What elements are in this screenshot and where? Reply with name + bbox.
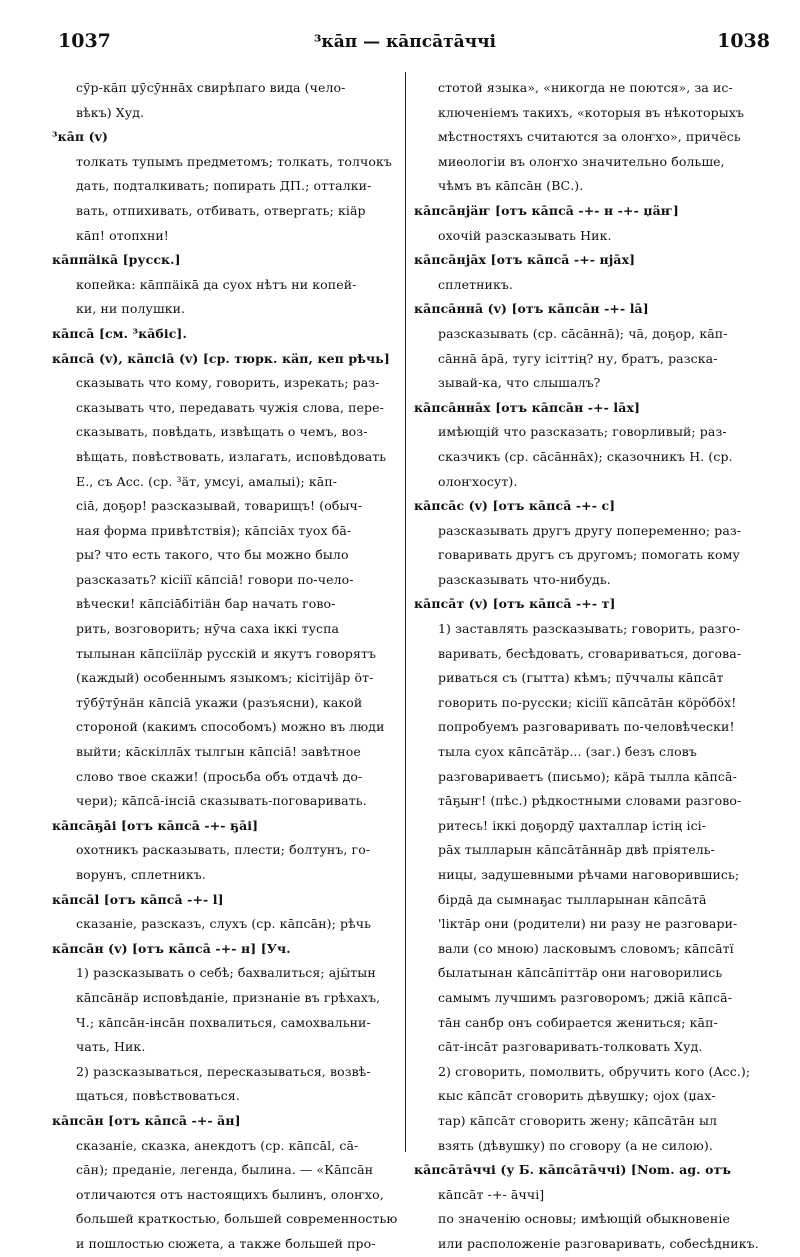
dictionary-text-line: и пошлостью сюжета, а также большей про- [76, 1235, 376, 1251]
dictionary-text-line: Ч.; кāпсāн-інсāн похвалиться, самохвальни- [76, 1014, 371, 1030]
dictionary-text-line: былатынан кāпсāпіттäр они наговорились [438, 965, 723, 981]
dictionary-headword-line: кāппäікā [русск.] [52, 252, 181, 268]
dictionary-text-line: рить, возговорить; нӯча саха іккі туспа [76, 621, 340, 637]
dictionary-text-line: сказывать что кому, говорить, изрекать; раз- [76, 375, 380, 391]
dictionary-text-line: тāн санбр онъ собирается жениться; кāп- [438, 1014, 718, 1030]
dictionary-text-line: щаться, повѣствоваться. [76, 1088, 240, 1104]
dictionary-text-line: охотникъ расказывать, плести; болтунъ, го- [76, 842, 371, 858]
dictionary-headword-line: кāпсāт (v) [отъ кāпсā -+- т] [414, 596, 616, 612]
column-divider [405, 72, 406, 1152]
dictionary-text-line: Е., съ Acc. (ср. ³äт, умсуі, амалыі); кāп- [76, 473, 338, 489]
dictionary-text-line: мѣстностяхъ считаются за олоҥхо», причёсь [438, 129, 741, 145]
dictionary-text-line: имѣющій что разсказать; говорливый; раз- [438, 424, 727, 440]
dictionary-text-line: самымъ лучшимъ разговоромъ; джіā кāпсā- [438, 989, 733, 1005]
dictionary-headword-line: кāпсāтāччі (у Б. кāпсāтāччі) [Nom. ag. отъ [414, 1162, 732, 1178]
dictionary-headword-line: кāпсāнjäҥ [отъ кāпсā -+- н -+- џäҥ] [414, 202, 679, 218]
dictionary-text-line: 'lіктāр они (родители) ни разу не разговари- [438, 916, 738, 932]
dictionary-text-line: ворунъ, сплетникъ. [76, 867, 206, 882]
dictionary-text-line: сказывать, повѣдать, извѣщать о чемъ, воз- [76, 424, 368, 440]
dictionary-text-line: сāн); преданіе, легенда, былина. — «Кāпсāн [76, 1162, 374, 1178]
dictionary-text-line: копейка: кāппäікā да суох нѣтъ ни копей- [76, 276, 357, 292]
dictionary-text-line: (каждый) особеннымъ языкомъ; кісітіjäр öт- [76, 670, 374, 686]
dictionary-text-line: кāпсāнäр исповѣданіе, признаніе въ грѣхахъ, [76, 989, 381, 1005]
dictionary-text-line: или расположеніе разговаривать, собесѣдникъ. [438, 1235, 759, 1251]
dictionary-headword-line: кāпсā (v), кāпсіā (v) [ср. тюрк. кäп, кеп рѣчь] [52, 350, 390, 366]
right-column [414, 76, 790, 1257]
dictionary-text-line: сплетникъ. [438, 276, 513, 292]
dictionary-text-line: ритесь! іккі доҕордӯ џахталлар істің ісі- [438, 817, 707, 833]
dictionary-text-line: сіā, доҕор! разсказывай, товарищъ! (обыч- [76, 498, 363, 514]
dictionary-text-line: сāннā āрā, тугу ісіттің? ну, братъ, разска- [438, 350, 718, 366]
dictionary-text-line: по значенію основы; имѣющій обыкновеніе [438, 1211, 730, 1227]
dictionary-text-line: сāт-інсāт разговаривать-толковать Худ. [438, 1039, 703, 1055]
dictionary-text-line: ки, ни полушки. [76, 301, 186, 317]
dictionary-text-line: тāҕыҥ! (пѣс.) рѣдкостными словами разгово- [438, 793, 742, 809]
dictionary-text-line: разсказывать (ср. сāсāннā); чā, доҕор, кāп- [438, 325, 728, 341]
dictionary-text-line: стороной (какимъ способомъ) можно въ люди [76, 719, 385, 735]
dictionary-text-line: тар) кāпсāт сговорить жену; кāпсāтāн ыл [438, 1112, 718, 1128]
dictionary-text-line: чери); кāпсā-інсіā сказывать-поговаривать. [76, 793, 367, 809]
dictionary-headword-line: кāпсāс (v) [отъ кāпсā -+- с] [414, 498, 616, 514]
dictionary-text-line: чать, Ник. [76, 1039, 146, 1055]
dictionary-headword-line: кāпсāҕāі [отъ кāпсā -+- ҕāі] [52, 817, 259, 833]
dictionary-text-line: ключеніемъ такихъ, «которыя въ нѣкоторыхъ [438, 104, 745, 120]
dictionary-text-line: попробуемъ разговаривать по-человѣчески! [438, 719, 735, 735]
dictionary-headword-line: кāпсāннāх [отъ кāпсāн -+- lāх] [414, 399, 641, 415]
dictionary-text-line: разсказывать что-нибудь. [438, 571, 611, 587]
dictionary-text-line: 2) сговорить, помолвить, обручить кого (Acc.); [438, 1063, 751, 1079]
dictionary-headword-line: кāпсāннā (v) [отъ кāпсāн -+- lā] [414, 301, 649, 317]
dictionary-text-line: слово твое скажи! (просьба объ отдачѣ до- [76, 768, 363, 784]
dictionary-text-line: выйти; кāскіллāх тылгын кāпсіā! завѣтное [76, 744, 361, 760]
dictionary-text-line: вѣщать, повѣствовать, излагать, исповѣдовать [76, 448, 387, 464]
dictionary-text-line: сказаніе, сказка, анекдотъ (ср. кāпсāl, сā- [76, 1137, 359, 1153]
dictionary-text-line: риваться съ (гытта) кѣмъ; пӯччалы кāпсāт [438, 670, 724, 686]
dictionary-headword-line: кāпсāl [отъ кāпсā -+- l] [52, 891, 224, 907]
dictionary-text-line: тыла суох кāпсāтäр... (заг.) безъ словъ [438, 744, 697, 760]
page-number-left: 1037 [58, 30, 111, 52]
dictionary-headword-line: кāпсāн (v) [отъ кāпсā -+- н] [Уч. [52, 940, 291, 956]
dictionary-text-line: сӯр-кāп џӯсӯннāх свирѣпаго вида (чело- [76, 80, 346, 95]
dictionary-text-line: вѣкъ) Худ. [76, 104, 145, 120]
dictionary-text-line: сказывать что, передавать чужія слова, пере- [76, 399, 384, 415]
dictionary-text-line: сказчикъ (ср. сāсāннāх); сказочникъ Н. (ср. [438, 448, 733, 464]
dictionary-text-line: кāп! отопхни! [76, 227, 169, 243]
dictionary-text-line: кыс кāпсāт сговорить дѣвушку; оjох (џах- [438, 1088, 716, 1104]
dictionary-text-line: вать, отпихивать, отбивать, отвергать; кіäр [76, 202, 366, 218]
dictionary-text-line: охочій разсказывать Ник. [438, 227, 612, 243]
dictionary-text-line: дать, подталкивать; попирать ДП.; отталки- [76, 178, 372, 194]
dictionary-text-line: рāх тылларын кāпсāтāннāр двѣ пріятель- [438, 842, 715, 858]
dictionary-text-line: ры? что есть такого, что бы можно было [76, 547, 349, 563]
dictionary-text-line: вали (со мною) ласковымъ словомъ; кāпсāтї [438, 940, 734, 956]
running-title: ³кāп — кāпсāтāччі [313, 32, 496, 52]
dictionary-text-line: большей краткостью, большей современностью [76, 1211, 398, 1227]
dictionary-text-line: 1) разсказывать о себѣ; бахвалиться; аjӹтын [76, 965, 376, 981]
dictionary-text-line: 1) заставлять разсказывать; говорить, разго- [438, 621, 741, 637]
dictionary-text-line: разсказывать другъ другу попеременно; раз- [438, 522, 742, 538]
page-number-right: 1038 [717, 30, 770, 52]
dictionary-text-line: говорить по-русски; кісіїї кāпсāтāн кöрӧбӧх! [438, 694, 737, 710]
dictionary-headword-line: кāпсāн [отъ кāпсā -+- āн] [52, 1112, 241, 1128]
dictionary-text-line: чѣмъ въ кāпсāн (ВС.). [438, 178, 584, 194]
dictionary-text-line: тылынан кāпсіїлäр русскій и якутъ говорятъ [76, 645, 377, 661]
dictionary-text-line: варивать, бесѣдовать, сговариваться, догова- [438, 645, 742, 661]
dictionary-text-line: олоҥхосут). [438, 473, 518, 489]
dictionary-text-line: говаривать другъ съ другомъ; помогать кому [438, 547, 740, 563]
dictionary-text-line: бірдā да сымнаҕас тылларынан кāпсāтā [438, 891, 707, 907]
page-header [0, 0, 800, 66]
dictionary-text-line: ницы, задушевными рѣчами наговорившись; [438, 867, 740, 882]
dictionary-headword-line: кāпсāнjāх [отъ кāпсā -+- нjāх] [414, 252, 636, 268]
dictionary-headword-line: ³кāп (v) [52, 129, 108, 145]
dictionary-text-line: тӯбӯтӯнäн кāпсіā укажи (разъясни), какой [76, 694, 363, 710]
dictionary-text-line: 2) разсказываться, пересказываться, возвѣ- [76, 1063, 371, 1079]
dictionary-text-line: зывай-ка, что слышалъ? [438, 375, 601, 391]
dictionary-text-line: взять (дѣвушку) по сговору (а не силою). [438, 1137, 713, 1153]
dictionary-text-line: ная форма привѣтствія); кāпсіāх туох бā- [76, 522, 352, 538]
dictionary-text-line: разговариваетъ (письмо); кäрā тылла кāпсā- [438, 768, 737, 784]
left-column [52, 76, 402, 1257]
dictionary-text-line: сказаніе, разсказъ, слухъ (ср. кāпсāн); рѣчь [76, 916, 372, 932]
dictionary-text-line: толкать тупымъ предметомъ; толкать, толчокъ [76, 153, 392, 169]
dictionary-headword-line: кāпсā [см. ³кāбіс]. [52, 325, 187, 341]
dictionary-text-line: кāпсāт -+- āччі] [438, 1186, 545, 1202]
dictionary-text-line: миѳологіи въ олоҥхо значительно больше, [438, 153, 725, 169]
dictionary-text-line: отличаются отъ настоящихъ былинъ, олоҥхо, [76, 1186, 384, 1202]
dictionary-text-line: разсказать? кісіїї кāпсіā! говори по-чело- [76, 571, 354, 587]
dictionary-text-line: стотой языка», «никогда не поются», за ис- [438, 80, 733, 95]
dictionary-text-line: вѣчески! кāпсіāбітіäн бар начать гово- [76, 596, 336, 612]
